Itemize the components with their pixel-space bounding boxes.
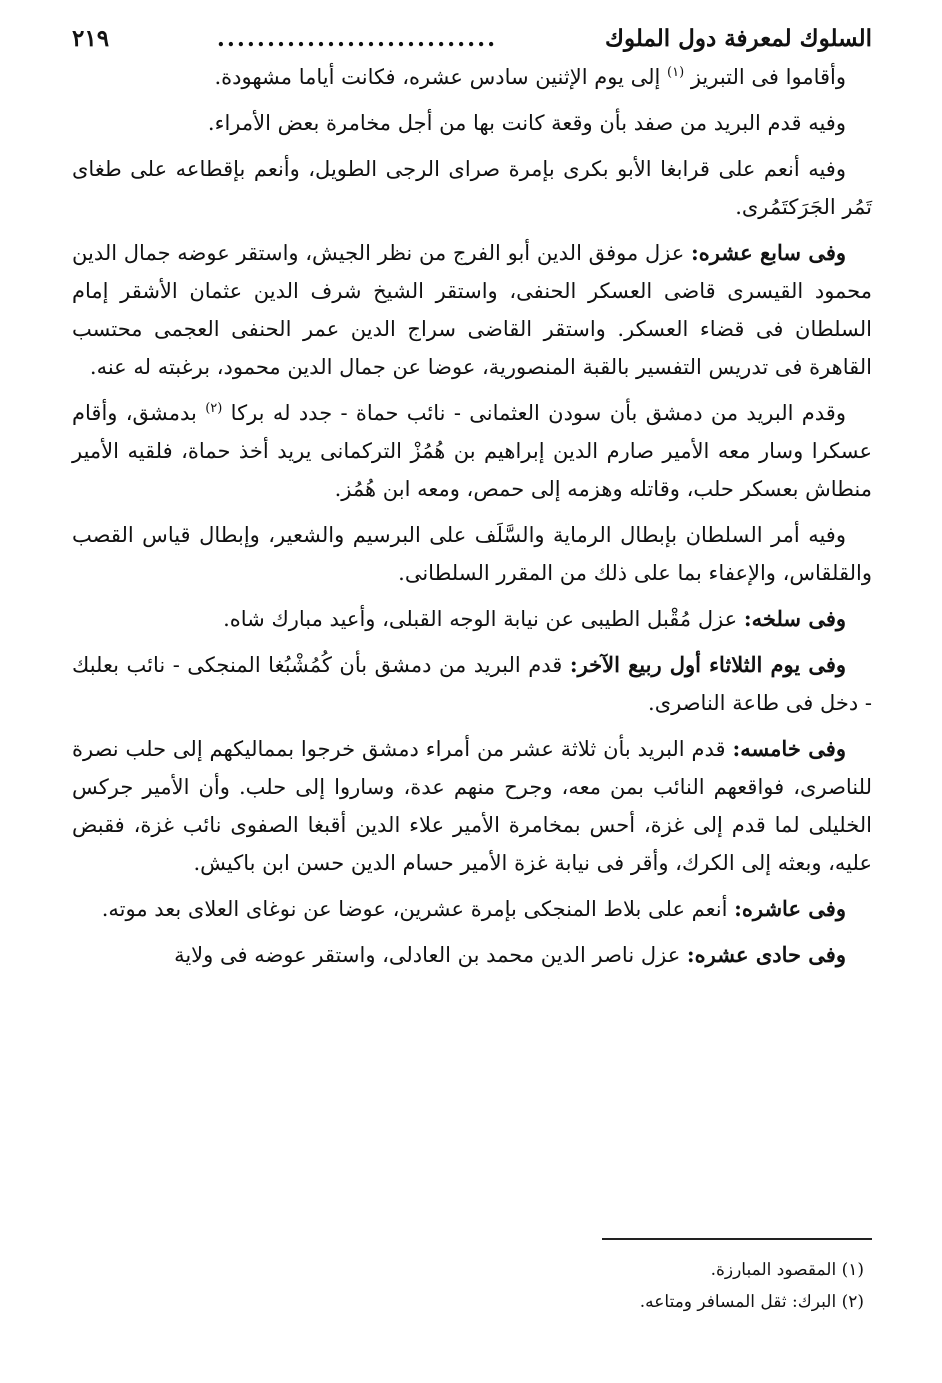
book-page bbox=[72, 22, 872, 982]
paragraph-4-text: عزل موفق الدين أبو الفرج من نظر الجيش، واستقر عوضه جمال الدين محمود القيسرى قاضى العسكر الحنفى، واستقر الشيخ شرف الدين عثمان الأشقر إمام السلطان فى قضاء العسكر. واستقر القاضى سراج الدين عمر الحنفى العجمى محتسب القاهرة فى تدريس التفسير بالقبة المنصورية، عوضا عن جمال الدين محمود، برغبته له عنه. bbox=[72, 241, 872, 379]
paragraph-9-date-lead: وفى خامسه: bbox=[732, 736, 846, 761]
footnote-ref-1[interactable]: (١) bbox=[667, 65, 685, 80]
paragraph-3 bbox=[72, 150, 872, 226]
paragraph-2-text: وفيه قدم البريد من صفد بأن وقعة كانت بها من أجل مخامرة بعض الأمراء. bbox=[207, 111, 846, 135]
header-leader-dots: ............................ bbox=[216, 25, 498, 52]
paragraph-8-date-lead: وفى يوم الثلاثاء أول ربيع الآخر: bbox=[569, 652, 846, 677]
running-header bbox=[72, 22, 872, 58]
paragraph-4 bbox=[72, 234, 872, 386]
footnotes-section bbox=[72, 1238, 872, 1318]
paragraph-1-text-start: وأقاموا فى التبريز bbox=[684, 65, 846, 89]
paragraph-8 bbox=[72, 646, 872, 722]
main-text bbox=[72, 58, 872, 974]
paragraph-7-date-lead: وفى سلخه: bbox=[743, 606, 846, 631]
footnote-list bbox=[72, 1254, 872, 1318]
paragraph-11 bbox=[72, 936, 872, 974]
paragraph-5-text: بدمشق، وأقام عسكرا وسار معه الأمير صارم الدين إبراهيم بن هُمُزْ التركمانى يريد أخذ حماة، فلقيه الأمير منطاش بعسكر حلب، وقاتله وهزمه إلى حمص، ومعه ابن هُمُز. bbox=[72, 401, 872, 501]
footnote-2: (٢) البرك: ثقل المسافر ومتاعه. bbox=[639, 1292, 864, 1312]
paragraph-6 bbox=[72, 516, 872, 592]
paragraph-11-date-lead: وفى حادى عشره: bbox=[686, 942, 846, 967]
paragraph-10-text: أنعم على بلاط المنجكى بإمرة عشرين، عوضا عن نوغاى العلاى بعد موته. bbox=[101, 897, 735, 921]
paragraph-4-date-lead: وفى سابع عشره: bbox=[691, 240, 846, 265]
footnote-1: (١) المقصود المبارزة. bbox=[710, 1260, 864, 1280]
paragraph-3-text: وفيه أنعم على قرابغا الأبو بكرى بإمرة صراى الرجى الطويل، وأنعم بإقطاعه على طغاى تَمُر الجَرَكتَمُرى. bbox=[72, 157, 872, 219]
paragraph-9-text: قدم البريد بأن ثلاثة عشر من أمراء دمشق خرجوا بمماليكهم إلى حلب نصرة للناصرى، فواقعهم النائب بمن معه، وجرح منهم عدة، وساروا إلى حلب. وأن الأمير جركس الخليلى لما قدم إلى غزة، أحس بمخامرة الأمير علاء الدين أقبغا الصفوى نائب غزة، فقبض عليه، وبعثه إلى الكرك، وأقر فى نيابة غزة الأمير حسام الدين حسن ابن باكيش. bbox=[72, 737, 872, 875]
paragraph-10 bbox=[72, 890, 872, 928]
paragraph-6-text: وفيه أمر السلطان بإبطال الرماية والسَّلَف على البرسيم والشعير، وإبطال قياس القصب والقلقاس، والإعفاء بما على ذلك من المقرر السلطانى. bbox=[72, 523, 872, 585]
paragraph-5-text-start: وقدم البريد من دمشق بأن سودن العثمانى - نائب حماة - جدد له بركا bbox=[222, 401, 846, 425]
page-number: ٢١٩ bbox=[72, 25, 110, 52]
paragraph-5 bbox=[72, 394, 872, 508]
footnote-ref-2[interactable]: (٢) bbox=[205, 401, 223, 416]
paragraph-10-date-lead: وفى عاشره: bbox=[734, 896, 846, 921]
footnote-divider bbox=[602, 1238, 872, 1240]
paragraph-7 bbox=[72, 600, 872, 638]
paragraph-1-text: إلى يوم الإثنين سادس عشره، فكانت أياما مشهودة. bbox=[214, 65, 668, 89]
paragraph-1 bbox=[72, 58, 872, 96]
paragraph-2 bbox=[72, 104, 872, 142]
paragraph-11-text: عزل ناصر الدين محمد بن العادلى، واستقر عوضه فى ولاية bbox=[174, 943, 687, 967]
paragraph-8-text: قدم البريد من دمشق بأن كُمُشْبُغا المنجكى - نائب بعلبك - دخل فى طاعة الناصرى. bbox=[72, 653, 872, 715]
book-title: السلوك لمعرفة دول الملوك bbox=[604, 25, 872, 52]
paragraph-7-text: عزل مُقْبل الطيبى عن نيابة الوجه القبلى، وأعيد مبارك شاه. bbox=[223, 607, 744, 631]
paragraph-9 bbox=[72, 730, 872, 882]
